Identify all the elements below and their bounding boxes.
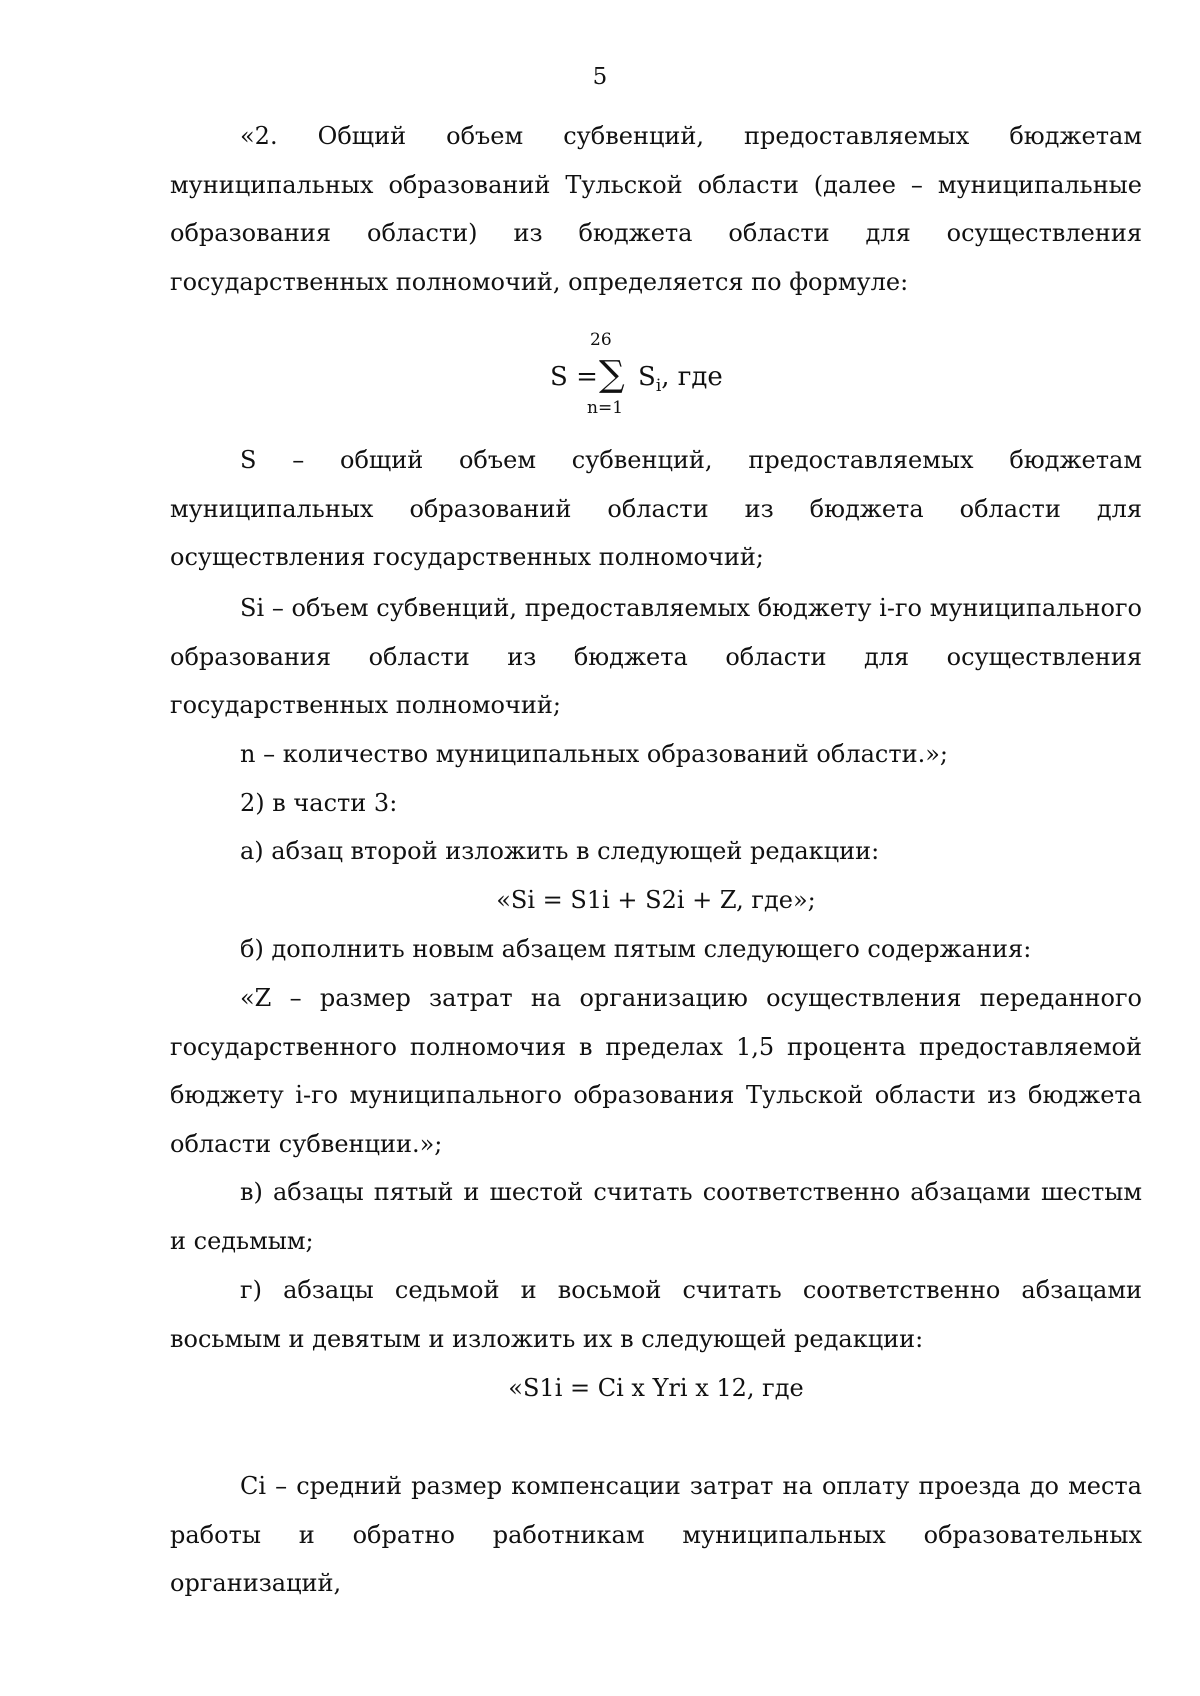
formula-rhs [638,362,723,396]
formula-suffix: , где [661,362,723,392]
formula-si: «Si = S1i + S2i + Z, где»; [496,886,816,914]
sum-formula-block [550,320,730,430]
paragraph-item-g: г) абзацы седьмой и восьмой считать соответственно абзацами восьмым и девятым и изложить их в следующей редакции: [170,1276,1142,1353]
paragraph-part-3: 2) в части 3: [240,789,398,817]
paragraph-si-definition: Si – объем субвенций, предоставляемых бюджету i-го муниципального образования области из бюджета области для осуществления государственных полномочий; [170,594,1142,719]
paragraph-ci-definition: Ci – средний размер компенсации затрат на оплату проезда до места работы и обратно работникам муниципальных образовательных организаций, [170,1472,1142,1597]
paragraph-s-definition: S – общий объем субвенций, предоставляемых бюджетам муниципальных образований области из бюджета области для осуществления государственных полномочий; [170,446,1142,571]
paragraph-item-b: б) дополнить новым абзацем пятым следующего содержания: [240,935,1032,963]
paragraph-item-v: в) абзацы пятый и шестой считать соответственно абзацами шестым и седьмым; [170,1178,1142,1255]
formula-term-subscript: i [655,376,662,397]
paragraph-n-definition: n – количество муниципальных образований области.»; [240,740,948,768]
formula-lhs: S = [550,362,598,392]
sum-formula [0,320,1200,430]
paragraph-z-definition: «Z – размер затрат на организацию осуществления переданного государственного полномочия в пределах 1,5 процента предоставляемой бюджету i-го муниципального образования Тульской области из бюджета области субвенции.»; [170,984,1142,1158]
page-number: 5 [592,64,608,90]
paragraph-item-a: а) абзац второй изложить в следующей редакции: [240,837,880,865]
sigma-symbol: ∑ [599,354,625,395]
formula-term: S [638,362,656,392]
sum-upper-limit: 26 [590,330,612,350]
formula-s1i: «S1i = Ci x Yri x 12, где [508,1374,804,1402]
sum-lower-limit: n=1 [587,398,624,418]
paragraph-general-volume: «2. Общий объем субвенций, предоставляемых бюджетам муниципальных образований Тульской области (далее – муниципальные образования области) из бюджета области для осуществления государственных полномочий, определяется по формуле: [170,122,1142,296]
